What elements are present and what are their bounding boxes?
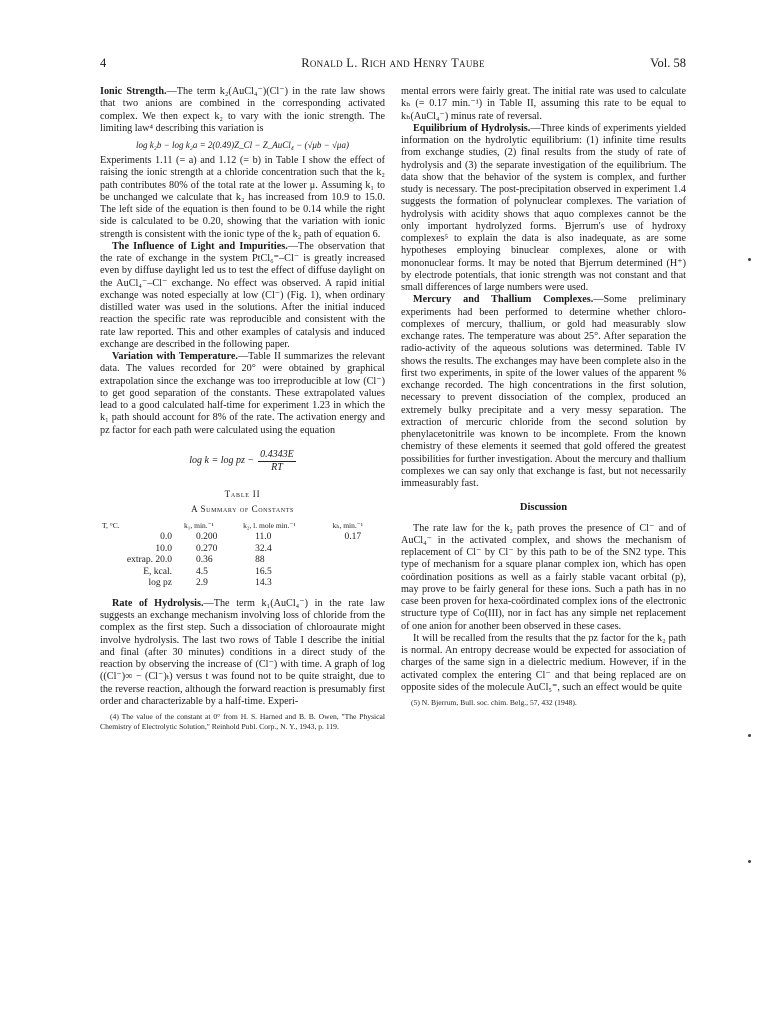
table-cell: 10.0 [155, 543, 172, 554]
margin-speck [748, 258, 751, 261]
heading-ionic-strength: Ionic Strength. [100, 86, 167, 97]
margin-speck [748, 734, 751, 737]
table-caption: Table II [224, 488, 261, 499]
paragraph-temperature [100, 351, 385, 437]
table-cell: 0.36 [196, 555, 213, 566]
right-column [401, 86, 686, 708]
paragraph-experiments: Experiments 1.11 (= a) and 1.12 (= b) in Table I show the effect of raising the ionic strength at a chloride concentration such that the k₂ path contributes 80% of the total rate at the lower μ. Assuming k₁ to be unchanged we calculate that k₂ has increased from 10.9 to 15.0. The left side of the equation is then found to be 0.14 while the right side is calculated to be 0.20, showing that the variation with ionic strength is consistent with the ionic type of the k₂ path of equation 6. [100, 155, 385, 240]
table-cell: 11.0 [255, 532, 272, 543]
table-cell: 32.4 [255, 543, 272, 554]
constants-table [100, 521, 385, 590]
table-cell [330, 578, 385, 590]
section-heading-discussion: Discussion [519, 502, 568, 514]
paragraph-rate-hydrolysis [100, 598, 385, 708]
table-cell [330, 567, 385, 579]
margin-speck [748, 860, 751, 863]
footnote-4: (4) The value of the constant at 0° from H. S. Harned and B. B. Owen, "The Physical Chemistry of Electrolytic Solution," Reinhold Publ. Corp., N. Y., 1943, p. 119. [100, 712, 385, 731]
paragraph-discussion-2: It will be recalled from the results that the pz factor for the k₂ path is normal. An entropy decrease would be expected for association of charges of the same sign in a dielectric medium. However, if in the activated complex the entering Cl⁻ and that being replaced are on opposite sides of the molecule AuCl₅⁼, such an effect would be quite [401, 632, 686, 693]
table-cell: 0.270 [196, 543, 218, 554]
table-cell: 0.200 [196, 532, 218, 543]
equation-numerator: 0.4343E [260, 448, 294, 460]
table-subtitle: A Summary of Constants [191, 504, 294, 514]
table-header-cell: k₁, min.⁻¹ [184, 521, 214, 531]
table-cell [330, 544, 385, 556]
equation-denominator: RT [271, 461, 283, 473]
heading-rate-hydrolysis: Rate of Hydrolysis. [112, 597, 204, 609]
table-row [100, 532, 385, 544]
heading-mercury-thallium: Mercury and Thallium Complexes. [413, 294, 594, 306]
table-cell: 88 [255, 555, 265, 566]
table-cell [330, 555, 385, 567]
table-cell: 0.0 [160, 532, 172, 543]
heading-temperature: Variation with Temperature. [112, 351, 238, 362]
table-cell: extrap. 20.0 [126, 555, 172, 566]
table-row [100, 578, 385, 590]
paragraph-continued: mental errors were fairly great. The initial rate was used to calculate kₕ (= 0.17 min.⁻¹) in Table II, assuming this rate to be equal to kₕ(AuCl₄⁻) minus rate of reversal. [401, 86, 686, 122]
paragraph-equilibrium [401, 123, 686, 295]
heading-equilibrium: Equilibrium of Hydrolysis. [413, 122, 531, 134]
table-cell: 14.3 [255, 578, 272, 589]
page-number: 4 [100, 56, 107, 70]
equation-arrhenius [100, 449, 385, 474]
page-header [100, 56, 686, 72]
table-header-cell: T, °C. [102, 521, 120, 531]
text-rate-hydrolysis: —The term k₁(AuCl₄⁻) in the rate law suggests an exchange mechanism involving loss of chloride from the complex as the first step. Such a dissociation of chloroaurate might involve hydrolysis. The last two rows of Table I describe the initial and final (after 30 minutes) conditions in a direct study of the reaction by observing the increase of (Cl⁻) with time. A graph of log ((Cl⁻)∞ − (Cl⁻)ₜ) versus t was found not to be quite straight, due to the reverse reaction, although the forward reaction is presumably first order and characterizable by a half-time. Experi- [100, 597, 385, 707]
running-head: Ronald L. Rich and Henry Taube [301, 56, 485, 70]
paragraph-mercury-thallium [401, 294, 686, 490]
table-row [100, 555, 385, 567]
paragraph-ionic-strength [100, 86, 385, 135]
footnote-5: (5) N. Bjerrum, Bull. soc. chim. Belg., 57, 432 (1948). [411, 698, 577, 707]
text-mercury-thallium: —Some preliminary experiments had been performed to determine whether chloro-complexes of mercury, thallium, or gold had measurably slow exchange rates. The temperature was about 25°. After separation the radio-activity of the aqueous solutions was determined. Table IV shows the results. The exchanges may have been complete also in the first two experiments, in spite of the lower values of the apparent % exchange recorded. The high concentrations in the first solution, necessary to prevent dissociation of the complex, produced an extremely bulky precipitate and a very messy separation. The extraction of mercuric chloride from the second solution by phenylacetonitrile was known to be incomplete. From the known chemistry of these elements it seemed that gold offered the greatest possibilities for further investigation. About the mercury and thallium complexes we can say only that exchange is fast, but not necessarily immeasurably fast. [401, 294, 686, 489]
table-cell: log pz [148, 578, 172, 589]
left-column [100, 86, 385, 731]
text-light-impurities: —The observation that the rate of exchange in the system PtCl₆⁼–Cl⁻ is greatly increased even by diffuse daylight led us to test the effect of diffuse daylight on the AuCl₄⁻–Cl⁻ exchange. No effect was observed. A rapid initial exchange was noted especially at low (Cl⁻) (Fig. 1), when ordinary distilled water was used in the solutions. After the initial induced reaction the specific rate was reproducible and consistent with the rate law reported. This and other examples of catalysis and induced exchange are described in the following paper. [100, 240, 385, 350]
volume-label: Vol. 58 [650, 56, 686, 70]
equation-limiting-law: log k₂b − log k₂a = 2(0.49)Z_Cl − Z_AuCl₄ − (√μb − √μa) [136, 140, 349, 150]
equation-fraction [258, 449, 296, 474]
text-ionic-strength: —The term k₂(AuCl₄⁻)(Cl⁻) in the rate law shows that two anions are combined in the corresponding activated complex. We then expect k₂ to vary with the ionic strength. The limiting law⁴ describing this variation is [100, 86, 386, 134]
text-equilibrium: —Three kinds of experiments yielded information on the hydrolytic equilibrium: (1) infinite time results from exchange studies, (2) final results from the study of rate of hydrolysis and (3) the separate investigation of the equilibrium. The data show that the behavior of the system is complex, and further study is necessary. The post-precipitation observed in experiment 1.4 suggests the formation of polynuclear complexes. The variation of hydrolysis with acidity shows that aquo complexes cannot be the only important hydrolyzed forms. Bjerrum's use of hydroxy complexes⁵ to explain the data is also inadequate, as are some hypotheses employing binuclear complexes, alone or with mononuclear forms. It may be noted that Bjerrum determined (H⁺) by electrode potentials, that ionic strength was not constant and that small differences of large numbers were used. [401, 122, 687, 293]
table-cell: 16.5 [255, 566, 272, 577]
table-cell: 0.17 [344, 532, 362, 543]
table-cell: 2.9 [196, 578, 208, 589]
table-cell: 4.5 [196, 566, 208, 577]
table-header-cell: kₕ, min.⁻¹ [332, 521, 363, 531]
equation-lhs: log k = log pz − [189, 455, 255, 467]
paragraph-discussion-1: The rate law for the k₂ path proves the presence of Cl⁻ and of AuCl₄⁻ in the activated complex, and shows the mechanism of replacement of Cl⁻ by Cl⁻ by this path to be of the SN2 type. This type of mechanism for a square planar complex ion, which has open coördination positions as well as a fairly stable vacant orbital (p), may prove to be fairly general for these ions. Such a path has in no case been proven for hexa-coördinated complex ions of the electronic structure type of Co(III), nor in fact has any simple net replacement of one anion for another been observed in these cases. [401, 522, 686, 632]
table-row [100, 567, 385, 579]
heading-light-impurities: The Influence of Light and Impurities. [112, 240, 288, 252]
table-row [100, 544, 385, 556]
table-header-row [100, 521, 385, 532]
text-temperature: —Table II summarizes the relevant data. The values recorded for 20° were obtained by graphical extrapolation since the exchange was too irreproducible at low (Cl⁻) to get good separation of the constants. These extrapolated values lead to a good calculated half-time for experiment 1.23 in which the k₁ path should account for 8% of the rate. The activation energy and pz factor for each path were calculated using the equation [100, 351, 385, 436]
table-header-cell: k₂, l. mole min.⁻¹ [243, 521, 296, 531]
table-cell: E, kcal. [143, 566, 172, 577]
paragraph-light-impurities [100, 241, 385, 351]
